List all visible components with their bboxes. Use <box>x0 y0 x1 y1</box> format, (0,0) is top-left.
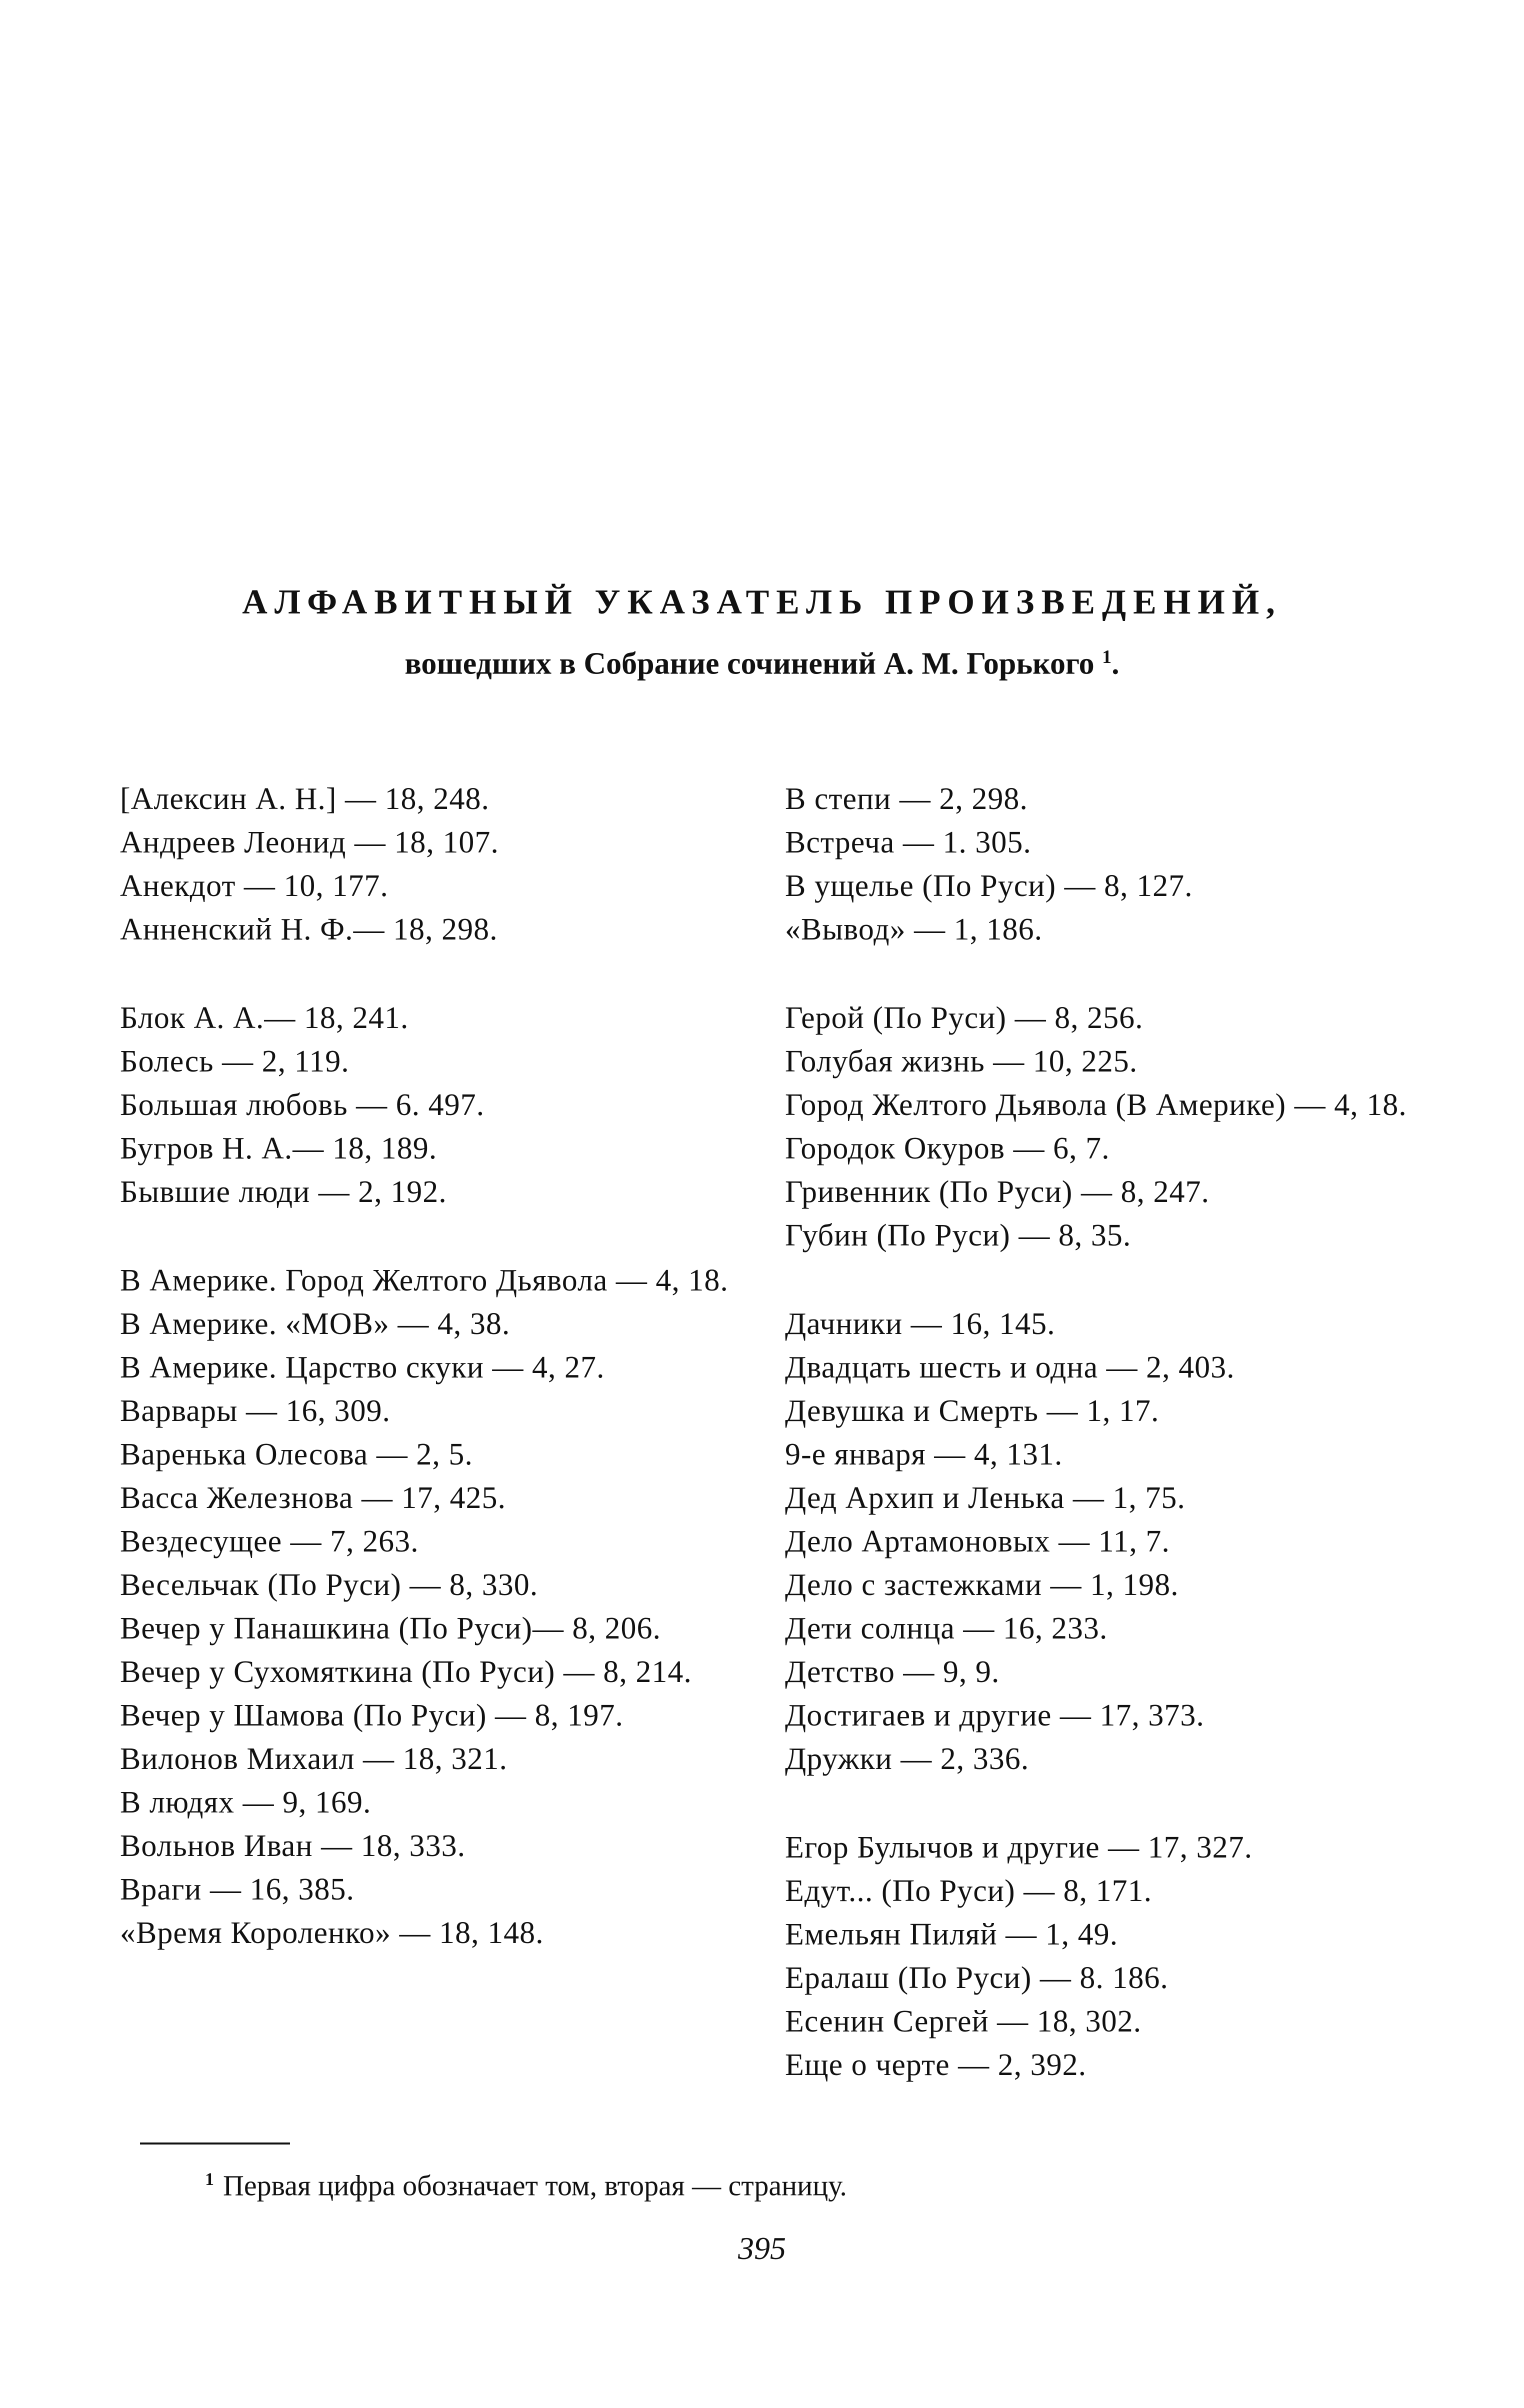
footnote-mark: 1 <box>205 2169 214 2189</box>
index-entry: Васса Железнова — 17, 425. <box>120 1481 506 1515</box>
page-number: 395 <box>738 2230 786 2266</box>
index-entry: Дружки — 2, 336. <box>785 1742 1030 1776</box>
index-entry: Двадцать шесть и одна — 2, 403. <box>785 1350 1235 1384</box>
index-entry: Встреча — 1. 305. <box>785 826 1032 860</box>
footnote <box>205 2159 847 2206</box>
footnote-reference: 1 <box>1102 646 1112 668</box>
index-entry: Ералаш (По Руси) — 8. 186. <box>785 1961 1168 1995</box>
index-entry: Голубая жизнь — 10, 225. <box>785 1044 1138 1078</box>
index-entry: Большая любовь — 6. 497. <box>120 1088 485 1122</box>
footnote-divider <box>140 2142 290 2144</box>
letter-group <box>785 778 1430 952</box>
index-entry: Дело с застежками — 1, 198. <box>785 1568 1179 1602</box>
index-entry: Дачники — 16, 145. <box>785 1307 1056 1341</box>
index-entry: Городок Окуров — 6, 7. <box>785 1132 1110 1166</box>
index-entry: Анненский Н. Ф.— 18, 298. <box>120 912 498 946</box>
index-entry: Варвары — 16, 309. <box>120 1394 391 1428</box>
index-entry: Вечер у Панашкина (По Руси)— 8, 206. <box>120 1612 662 1646</box>
index-entry: Бывшие люди — 2, 192. <box>120 1175 447 1209</box>
index-entry: Дело Артамоновых — 11, 7. <box>785 1524 1170 1558</box>
footnote-text: Первая цифра обозначает том, вторая — страницу. <box>223 2169 847 2202</box>
subtitle-text: вошедших в Собрание сочинений А. М. Горького <box>404 646 1094 681</box>
letter-group <box>785 1826 1430 2087</box>
index-entry: Губин (По Руси) — 8, 35. <box>785 1218 1132 1252</box>
letter-group <box>785 996 1430 1258</box>
index-entry: Анекдот — 10, 177. <box>120 869 388 903</box>
index-entry: [Алексин А. Н.] — 18, 248. <box>120 782 490 816</box>
index-entry: Блок А. А.— 18, 241. <box>120 1001 409 1035</box>
index-entry: 9-е января — 4, 131. <box>785 1438 1063 1472</box>
index-entry: Емельян Пиляй — 1, 49. <box>785 1918 1118 1952</box>
left-column <box>120 778 755 2000</box>
index-subtitle: вошедших в Собрание сочинений А. М. Горького $^1$. <box>404 646 1120 681</box>
index-entry: Есенин Сергей — 18, 302. <box>785 2004 1142 2038</box>
index-entry: Враги — 16, 385. <box>120 1872 354 1906</box>
index-entry: Весельчак (По Руси) — 8, 330. <box>120 1568 538 1602</box>
index-entry: Дети солнца — 16, 233. <box>785 1612 1108 1646</box>
index-entry: Вечер у Сухомяткина (По Руси) — 8, 214. <box>120 1655 692 1689</box>
index-entry: В степи — 2, 298. <box>785 782 1028 816</box>
letter-group <box>120 1259 755 1955</box>
index-entry: В Америке. «МОВ» — 4, 38. <box>120 1307 510 1341</box>
right-column <box>785 778 1430 2132</box>
index-entry: В ущелье (По Руси) — 8, 127. <box>785 869 1193 903</box>
letter-group <box>120 778 755 952</box>
index-entry: Дед Архип и Ленька — 1, 75. <box>785 1481 1186 1515</box>
index-entry: Детство — 9, 9. <box>785 1655 1000 1689</box>
index-entry: Вездесущее — 7, 263. <box>120 1524 419 1558</box>
index-entry: Бугров Н. А.— 18, 189. <box>120 1132 438 1166</box>
index-entry: «Время Короленко» — 18, 148. <box>120 1916 544 1950</box>
index-entry: В людях — 9, 169. <box>120 1786 372 1820</box>
index-entry: Болесь — 2, 119. <box>120 1044 350 1078</box>
index-entry: Достигаев и другие — 17, 373. <box>785 1698 1204 1732</box>
letter-group <box>120 996 755 1214</box>
letter-group <box>785 1302 1430 1781</box>
index-heading <box>0 575 1524 689</box>
index-entry: «Вывод» — 1, 186. <box>785 912 1043 946</box>
index-entry: Еще о черте — 2, 392. <box>785 2048 1087 2082</box>
index-entry: Егор Булычов и другие — 17, 327. <box>785 1830 1253 1864</box>
index-entry: В Америке. Город Желтого Дьявола — 4, 18. <box>120 1264 728 1298</box>
index-entry: Вилонов Михаил — 18, 321. <box>120 1742 508 1776</box>
index-entry: Варенька Олесова — 2, 5. <box>120 1438 473 1472</box>
index-entry: Девушка и Смерть — 1, 17. <box>785 1394 1160 1428</box>
index-entry: Герой (По Руси) — 8, 256. <box>785 1001 1144 1035</box>
index-entry: Гривенник (По Руси) — 8, 247. <box>785 1175 1210 1209</box>
index-entry: Едут... (По Руси) — 8, 171. <box>785 1874 1152 1908</box>
index-entry: Андреев Леонид — 18, 107. <box>120 826 499 860</box>
index-entry: Вольнов Иван — 18, 333. <box>120 1829 466 1863</box>
index-entry: Вечер у Шамова (По Руси) — 8, 197. <box>120 1698 624 1732</box>
index-entry: В Америке. Царство скуки — 4, 27. <box>120 1350 605 1384</box>
index-entry: Город Желтого Дьявола (В Америке) — 4, 18. <box>785 1088 1407 1122</box>
index-title: АЛФАВИТНЫЙ УКАЗАТЕЛЬ ПРОИЗВЕДЕНИЙ, <box>242 583 1282 622</box>
